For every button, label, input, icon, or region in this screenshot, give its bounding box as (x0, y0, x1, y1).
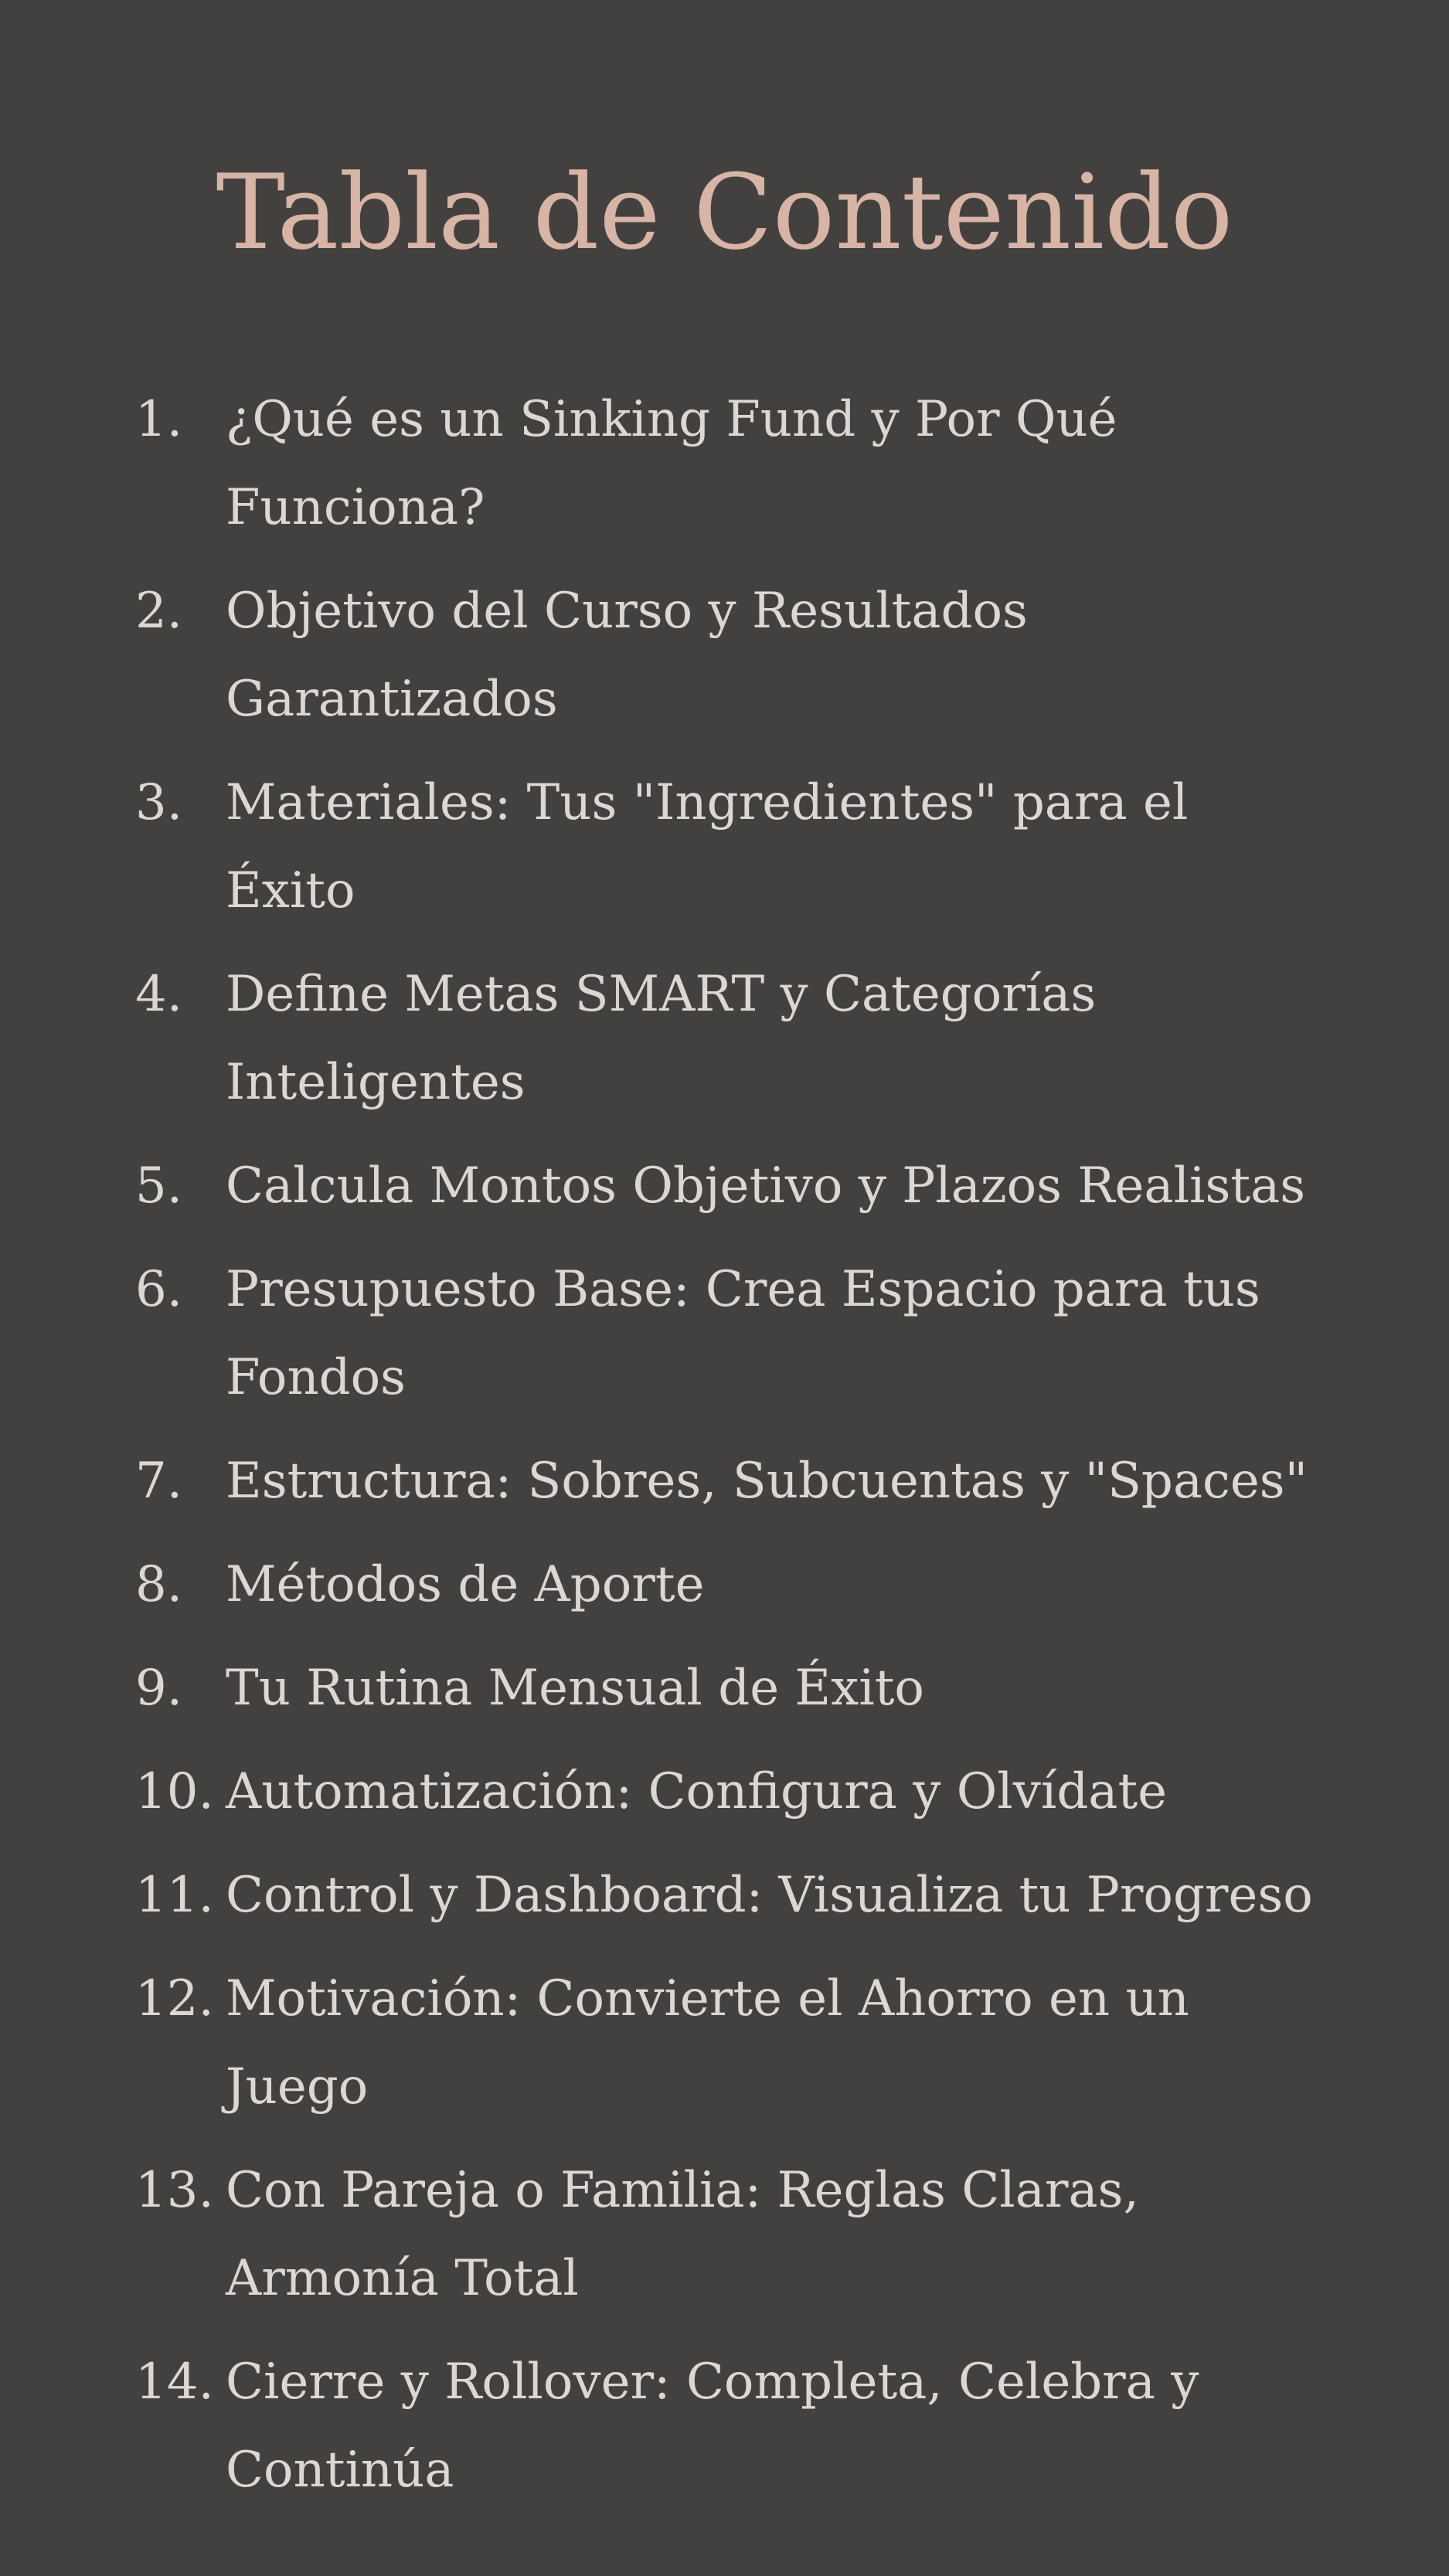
toc-item-title: Cierre y Rollover: Completa, Celebra y Continúa (226, 2353, 1199, 2499)
toc-item-number: 8. (135, 1556, 183, 1613)
toc-item-title: Tu Rutina Mensual de Éxito (226, 1660, 924, 1717)
toc-item (0, 376, 1449, 552)
toc-item-title: Materiales: Tus "Ingredientes" para el Éxito (226, 774, 1189, 919)
toc-item-number: 2. (135, 583, 183, 640)
toc-item-title: Control y Dashboard: Visualiza tu Progreso (226, 1867, 1313, 1924)
toc-item (0, 759, 1449, 935)
toc-item-number: 9. (135, 1660, 183, 1717)
toc-item (0, 2338, 1449, 2514)
toc-item (0, 1541, 1449, 1629)
toc-item (0, 1748, 1449, 1836)
toc-item-number: 12. (135, 1970, 214, 2027)
toc-item-title: Define Metas SMART y Categorías Inteligentes (226, 966, 1097, 1111)
toc-item (0, 1246, 1449, 1422)
toc-item-title: Presupuesto Base: Crea Espacio para tus Fondos (226, 1261, 1260, 1406)
toc-item-title: Con Pareja o Familia: Reglas Claras, Armonía Total (226, 2162, 1139, 2307)
toc-item (0, 1851, 1449, 1939)
toc-item-number: 6. (135, 1261, 183, 1318)
page-title: Tabla de Contenido (216, 152, 1233, 273)
toc-item-number: 5. (135, 1157, 183, 1215)
toc-item-title: Estructura: Sobres, Subcuentas y "Spaces" (226, 1453, 1308, 1510)
toc-item (0, 1437, 1449, 1525)
toc-item (0, 2146, 1449, 2323)
toc-item (0, 950, 1449, 1127)
table-of-contents (0, 376, 1449, 2530)
toc-item-number: 1. (135, 391, 183, 448)
toc-item-number: 4. (135, 966, 183, 1023)
toc-item (0, 1142, 1449, 1230)
toc-item-title: Objetivo del Curso y Resultados Garantizados (226, 583, 1028, 728)
toc-item-number: 10. (135, 1763, 214, 1820)
toc-item-number: 11. (135, 1867, 214, 1924)
toc-item-title: Automatización: Configura y Olvídate (226, 1763, 1168, 1820)
toc-item-number: 13. (135, 2162, 214, 2219)
toc-item (0, 1955, 1449, 2131)
toc-item-number: 3. (135, 774, 183, 831)
toc-item-title: ¿Qué es un Sinking Fund y Por Qué Funciona? (226, 391, 1117, 536)
toc-item (0, 1644, 1449, 1732)
toc-item-title: Métodos de Aporte (226, 1556, 705, 1613)
toc-item-number: 7. (135, 1453, 183, 1510)
toc-item-title: Motivación: Convierte el Ahorro en un Juego (226, 1970, 1189, 2116)
toc-item-number: 14. (135, 2353, 214, 2411)
toc-item (0, 567, 1449, 743)
toc-item-title: Calcula Montos Objetivo y Plazos Realistas (226, 1157, 1306, 1215)
